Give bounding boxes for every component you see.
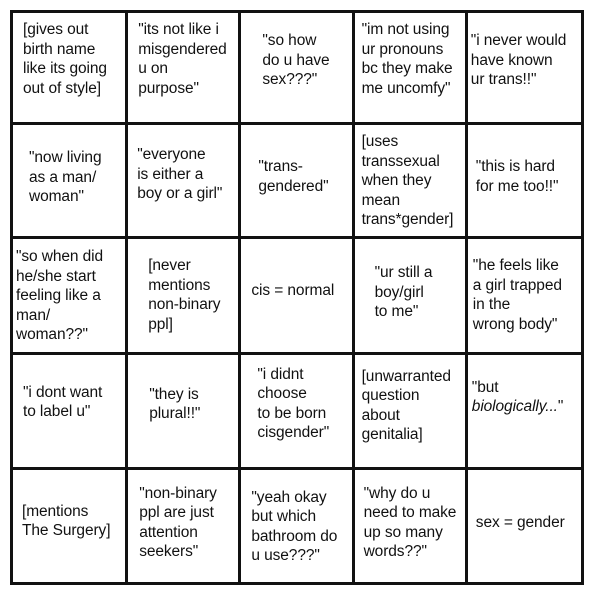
bingo-square: [128, 125, 241, 239]
bingo-square: [468, 239, 581, 354]
bingo-square: [13, 13, 128, 125]
bingo-square-text: cis = normal: [251, 282, 335, 300]
bingo-square: [128, 239, 241, 354]
bingo-square-text: "but biologically...": [471, 378, 564, 416]
bingo-square-text: "ur still a boy/girl to me": [374, 264, 433, 321]
bingo-square: [241, 355, 354, 470]
bingo-square: [355, 355, 468, 470]
bingo-square: [468, 13, 581, 125]
bingo-square: [355, 239, 468, 354]
bingo-square-text: "everyone is either a boy or a girl": [137, 146, 223, 203]
bingo-square: [241, 125, 354, 239]
bingo-square: [128, 13, 241, 125]
bingo-square-text: "i dont want to label u": [23, 383, 103, 421]
bingo-square-text: [mentions The Surgery]: [22, 502, 111, 540]
bingo-square-text: "i didnt choose to be born cisgender": [257, 365, 330, 442]
bingo-square: [241, 13, 354, 125]
bingo-square-text: "trans- gendered": [258, 158, 329, 195]
bingo-square-text: "they is plural!!": [149, 385, 201, 423]
bingo-square-text: "non-binary ppl are just attention seekers": [139, 484, 217, 561]
bingo-square-text: [gives out birth name like its going out of style]: [23, 21, 107, 97]
bingo-square-text: "this is hard for me too!!": [475, 158, 559, 195]
bingo-square-text: sex = gender: [475, 513, 565, 531]
bingo-square: [241, 470, 354, 582]
bingo-square: [241, 239, 354, 354]
bingo-square-text: "its not like i misgendered u on purpose": [138, 21, 227, 97]
bingo-square: [468, 355, 581, 470]
bingo-square: [355, 13, 468, 125]
bingo-square: [128, 355, 241, 470]
bingo-square-text: "now living as a man/ woman": [29, 149, 102, 206]
bingo-square-text: "i never would have known ur trans!!": [470, 32, 567, 88]
bingo-square: [13, 125, 128, 239]
bingo-square: [468, 125, 581, 239]
bingo-square-text: "yeah okay but which bathroom do u use???": [251, 488, 338, 565]
bingo-square: [13, 355, 128, 470]
bingo-square: [13, 239, 128, 354]
bingo-square-text: [uses transsexual when they mean trans*gender]: [361, 133, 454, 229]
bingo-square: [355, 125, 468, 239]
bingo-square-text: "so when did he/she start feeling like a man/ woman??": [16, 248, 104, 344]
bingo-square-text: [never mentions non-binary ppl]: [148, 257, 221, 333]
bingo-square: [355, 470, 468, 582]
bingo-square: [13, 470, 128, 582]
bingo-square-text: [unwarranted question about genitalia]: [361, 367, 451, 444]
bingo-square: [128, 470, 241, 582]
bingo-square-text: "so how do u have sex???": [262, 32, 330, 88]
bingo-square: [468, 470, 581, 582]
bingo-square-text: "why do u need to make up so many words??": [363, 484, 457, 561]
bingo-square-text: "he feels like a girl trapped in the wrong body": [472, 257, 562, 333]
bingo-square-text: "im not using ur pronouns bc they make me uncomfy": [361, 21, 453, 97]
bingo-grid: [10, 10, 584, 585]
